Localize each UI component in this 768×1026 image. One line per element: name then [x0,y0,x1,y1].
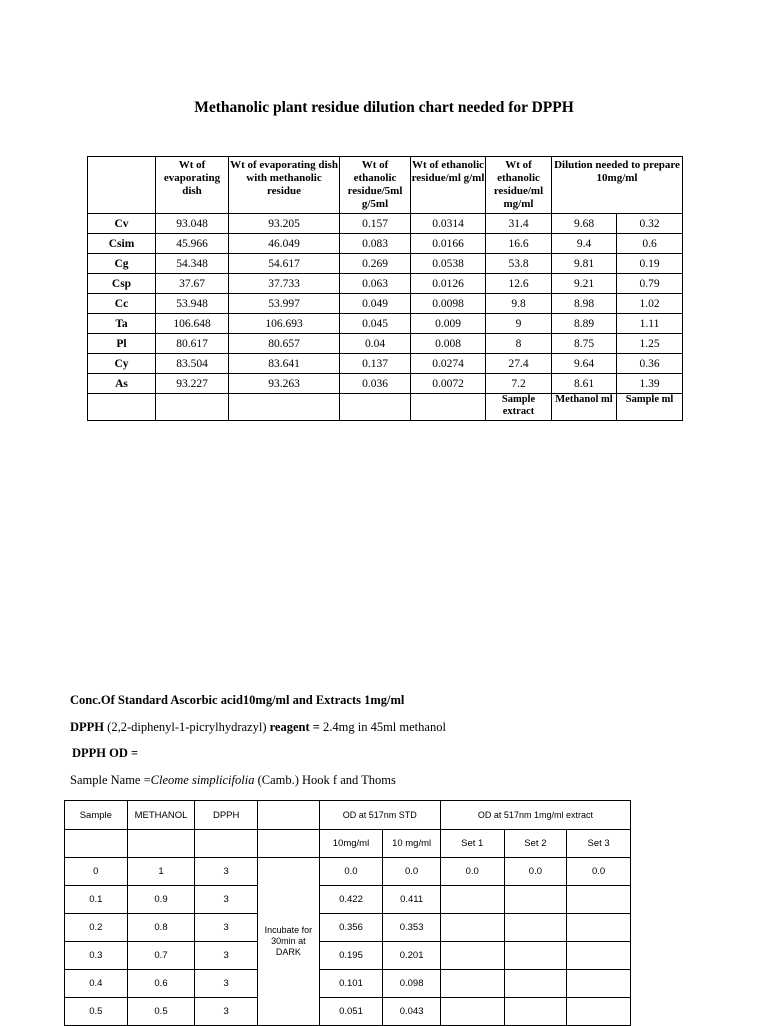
table-cell [440,942,504,970]
table-cell: 0.0 [319,858,383,886]
table-cell: 0.19 [617,254,683,274]
footer-cell: Sample extract [486,394,552,421]
header-row [65,801,631,830]
table-cell: 1.39 [617,374,683,394]
table-cell: 0.353 [383,914,441,942]
table-cell: 0.8 [127,914,195,942]
table-cell: 0.2 [65,914,128,942]
table-cell: 0.0 [504,858,567,886]
table-cell: 46.049 [229,234,340,254]
row-label: Cc [88,294,156,314]
table-cell: 12.6 [486,274,552,294]
footer-cell: Methanol ml [552,394,617,421]
table-cell: 80.617 [156,334,229,354]
table-cell: 0.32 [617,214,683,234]
table-cell: 8.75 [552,334,617,354]
table-cell: 93.205 [229,214,340,234]
table-cell: 0.5 [127,998,195,1026]
blank-cell [258,830,320,858]
table-cell: 0.195 [319,942,383,970]
blank-cell [195,830,258,858]
footer-cell [229,394,340,421]
table-row [88,254,683,274]
table-cell [567,914,631,942]
table-cell: 7.2 [486,374,552,394]
table-cell: 53.8 [486,254,552,274]
table-cell: 0.4 [65,970,128,998]
table-cell: 0.083 [340,234,411,254]
table-cell: 37.733 [229,274,340,294]
table-cell [567,970,631,998]
table-cell: 0 [65,858,128,886]
table-cell: 9.64 [552,354,617,374]
column-header: Wt of ethanolic residue/5ml g/5ml [340,157,411,214]
table-cell: 0.411 [383,886,441,914]
od-std-header: OD at 517nm STD [319,801,440,830]
table-cell: 0.101 [319,970,383,998]
table-cell: 3 [195,914,258,942]
table-row [65,998,631,1026]
column-header [88,157,156,214]
table-cell: 53.997 [229,294,340,314]
page-title: Methanolic plant residue dilution chart needed for DPPH [194,99,574,116]
table-cell: 45.966 [156,234,229,254]
concentration-note: Conc.Of Standard Ascorbic acid10mg/ml and Extracts 1mg/ml [70,693,405,707]
table-cell: 3 [195,998,258,1026]
table-cell: 93.227 [156,374,229,394]
subheader-cell: Set 2 [504,830,567,858]
table-cell: 16.6 [486,234,552,254]
table-cell: 0.045 [340,314,411,334]
table-cell: 0.009 [411,314,486,334]
column-header: Wt of ethanolic residue/ml mg/ml [486,157,552,214]
row-label: As [88,374,156,394]
blank-cell [127,830,195,858]
table-cell: 0.137 [340,354,411,374]
table-row [88,234,683,254]
table-cell: 0.7 [127,942,195,970]
row-label: Cv [88,214,156,234]
table-cell: 106.648 [156,314,229,334]
table-cell: 37.67 [156,274,229,294]
table-cell: 8.98 [552,294,617,314]
table-row [88,274,683,294]
table-row [88,214,683,234]
table-cell: 0.008 [411,334,486,354]
table-cell: 93.048 [156,214,229,234]
table-cell [440,914,504,942]
table-cell: 0.0 [440,858,504,886]
table-cell: 9.21 [552,274,617,294]
footer-cell [411,394,486,421]
footer-row [88,394,683,421]
subheader-cell: 10 mg/ml [383,830,441,858]
row-label: Csp [88,274,156,294]
table-cell: 0.5 [65,998,128,1026]
table-cell: 0.79 [617,274,683,294]
table-cell: 0.157 [340,214,411,234]
table-row [65,914,631,942]
table-cell: 1.11 [617,314,683,334]
table-cell: 0.063 [340,274,411,294]
od-table [64,800,631,1026]
table-cell: 9.4 [552,234,617,254]
table-cell: 9.68 [552,214,617,234]
table-cell: 83.504 [156,354,229,374]
table-cell: 0.0538 [411,254,486,274]
table-cell: 9.8 [486,294,552,314]
blank-cell [65,830,128,858]
table-cell: 0.0314 [411,214,486,234]
table-cell: 0.6 [127,970,195,998]
table-cell: 54.348 [156,254,229,274]
table-cell: 0.269 [340,254,411,274]
table-row [65,886,631,914]
table-cell: 0.0126 [411,274,486,294]
table-cell [504,998,567,1026]
table-row [88,334,683,354]
blank-header [258,801,320,830]
footer-cell [88,394,156,421]
footer-cell: Sample ml [617,394,683,421]
table-cell: 3 [195,858,258,886]
table-row [88,314,683,334]
row-label: Csim [88,234,156,254]
table-cell: 3 [195,886,258,914]
table-cell: 0.356 [319,914,383,942]
table-cell [440,998,504,1026]
table-cell: 0.422 [319,886,383,914]
table-cell: 9.81 [552,254,617,274]
row-label: Pl [88,334,156,354]
table-cell: 0.1 [65,886,128,914]
footer-cell [340,394,411,421]
table-cell: 3 [195,970,258,998]
table-cell: 0.0098 [411,294,486,314]
table-cell: 0.6 [617,234,683,254]
subheader-cell: Set 1 [440,830,504,858]
table-cell: 0.201 [383,942,441,970]
table-cell: 0.0 [567,858,631,886]
table-cell [440,970,504,998]
subheader-row [65,830,631,858]
sample-header: Sample [65,801,128,830]
dpph-header: DPPH [195,801,258,830]
table-cell: 8.89 [552,314,617,334]
header-row [88,157,683,214]
table-cell: 1 [127,858,195,886]
table-cell [504,942,567,970]
table-cell: 31.4 [486,214,552,234]
table-cell: 1.02 [617,294,683,314]
subheader-cell: Set 3 [567,830,631,858]
table-row [65,942,631,970]
table-row [65,970,631,998]
od-extract-header: OD at 517nm 1mg/ml extract [440,801,630,830]
column-header: Dilution needed to prepare 10mg/ml [552,157,683,214]
table-cell: 0.0072 [411,374,486,394]
row-label: Ta [88,314,156,334]
table-cell: 80.657 [229,334,340,354]
table-cell: 54.617 [229,254,340,274]
dilution-table [87,156,683,421]
table-cell: 0.0274 [411,354,486,374]
table-cell: 0.0 [383,858,441,886]
sample-name-note: Sample Name =Cleome simplicifolia (Camb.) Hook f and Thoms [70,773,396,787]
incubate-note: Incubate for 30min at DARK [258,858,320,1026]
table-cell: 27.4 [486,354,552,374]
table-cell: 0.098 [383,970,441,998]
table-cell: 8 [486,334,552,354]
table-cell: 9 [486,314,552,334]
table-cell: 0.04 [340,334,411,354]
table-cell: 0.3 [65,942,128,970]
dpph-reagent-note: DPPH (2,2-diphenyl-1-picrylhydrazyl) reagent = 2.4mg in 45ml methanol [70,720,446,734]
table-cell: 3 [195,942,258,970]
table-row [88,294,683,314]
table-cell [567,942,631,970]
table-cell [504,970,567,998]
table-cell [504,886,567,914]
table-cell: 8.61 [552,374,617,394]
column-header: Wt of evaporating dish with methanolic residue [229,157,340,214]
column-header: Wt of ethanolic residue/ml g/ml [411,157,486,214]
table-cell: 0.0166 [411,234,486,254]
table-cell [504,914,567,942]
table-row [65,858,631,886]
footer-cell [156,394,229,421]
table-cell: 53.948 [156,294,229,314]
row-label: Cy [88,354,156,374]
table-cell [567,998,631,1026]
methanol-header: METHANOL [127,801,195,830]
dpph-od-label: DPPH OD = [72,746,139,760]
table-cell: 0.049 [340,294,411,314]
subheader-cell: 10mg/ml [319,830,383,858]
table-cell: 1.25 [617,334,683,354]
column-header: Wt of evaporating dish [156,157,229,214]
table-cell [440,886,504,914]
table-cell: 0.051 [319,998,383,1026]
table-cell: 0.9 [127,886,195,914]
table-cell: 0.036 [340,374,411,394]
table-row [88,374,683,394]
table-cell: 93.263 [229,374,340,394]
table-row [88,354,683,374]
table-cell: 0.36 [617,354,683,374]
table-cell: 83.641 [229,354,340,374]
row-label: Cg [88,254,156,274]
table-cell [567,886,631,914]
table-cell: 106.693 [229,314,340,334]
table-cell: 0.043 [383,998,441,1026]
